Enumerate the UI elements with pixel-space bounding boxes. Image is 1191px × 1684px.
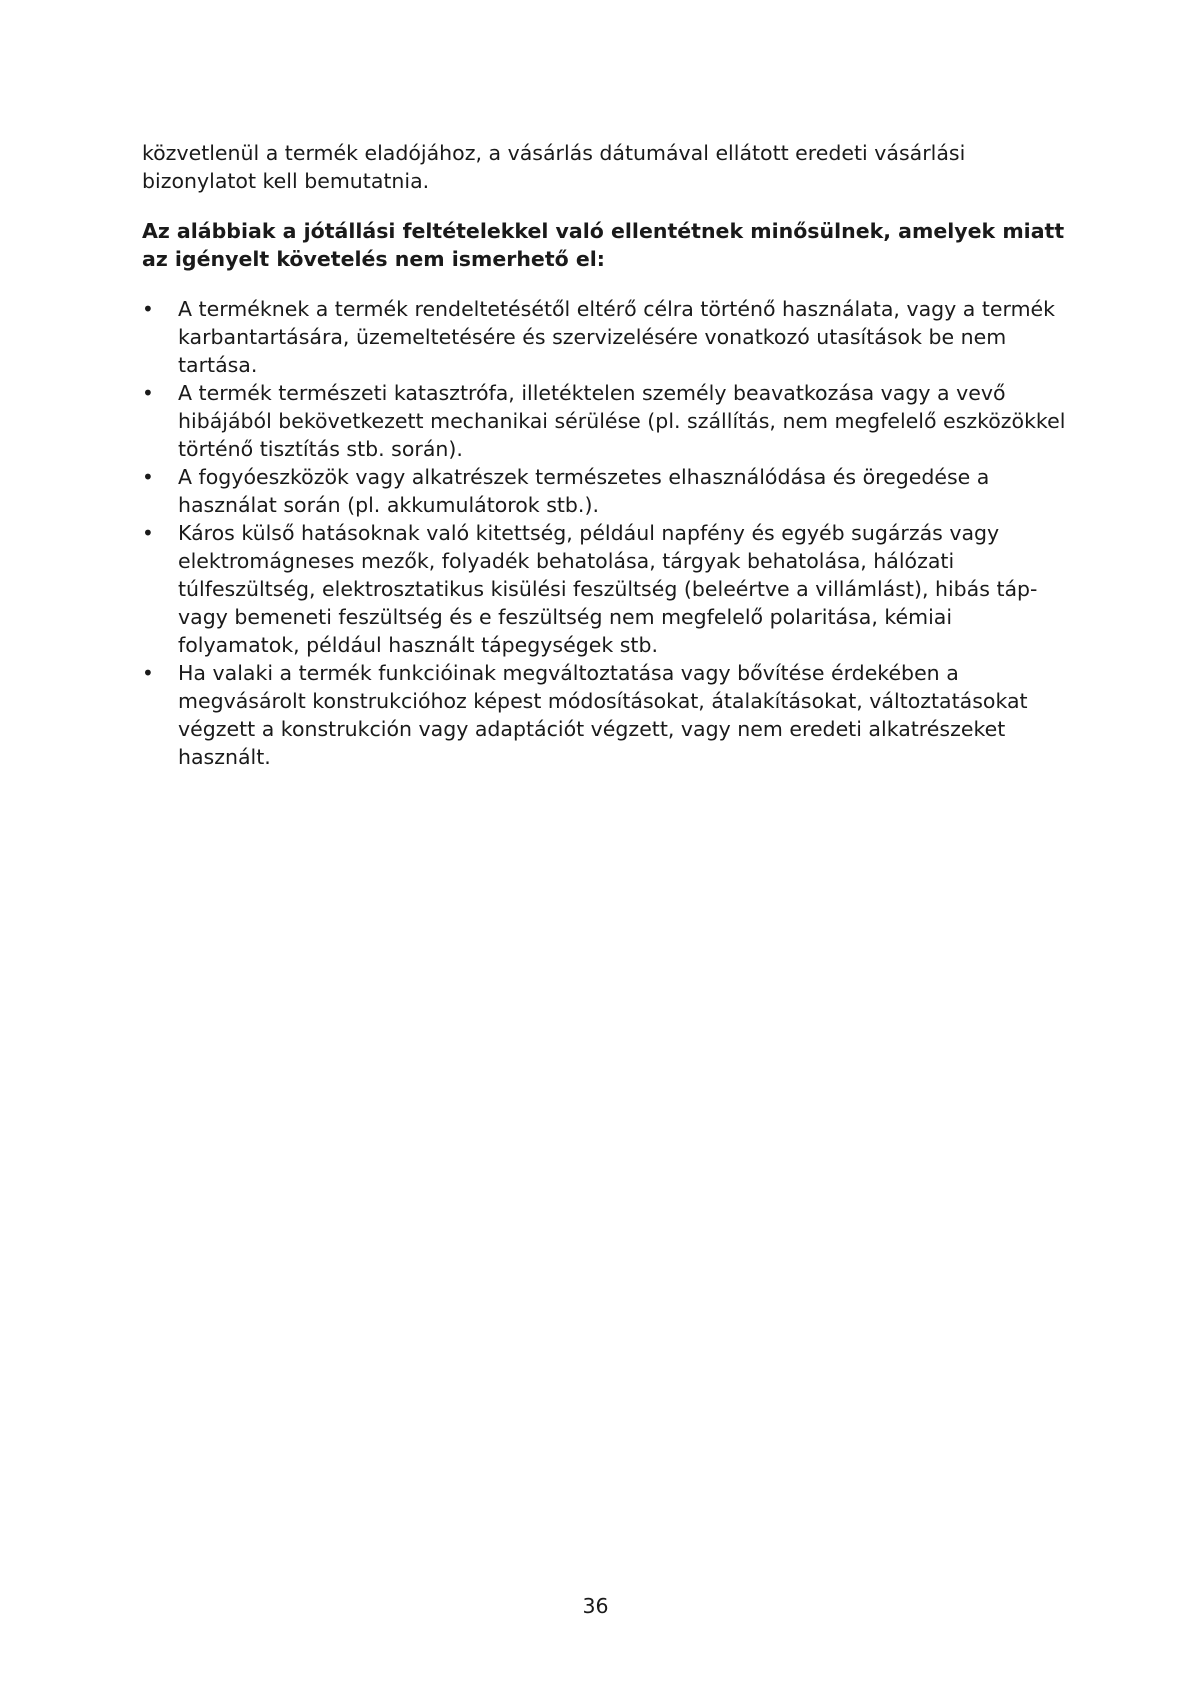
list-item-line: történő tisztítás stb. során). <box>178 437 463 461</box>
document-page <box>142 139 1066 771</box>
intro-paragraph <box>142 139 1062 195</box>
list-item <box>142 519 1062 659</box>
intro-line: bizonylatot kell bemutatnia. <box>142 169 430 193</box>
list-item-line: elektromágneses mezők, folyadék behatolása, tárgyak behatolása, hálózati <box>178 549 955 573</box>
list-item-line: használat során (pl. akkumulátorok stb.). <box>178 493 599 517</box>
list-item-line: folyamatok, például használt tápegységek stb. <box>178 633 658 657</box>
heading-line: Az alábbiak a jótállási feltételekkel való ellentétnek minősülnek, amelyek miatt <box>142 219 1065 243</box>
list-item-line: Ha valaki a termék funkcióinak megváltoztatása vagy bővítése érdekében a <box>178 661 959 685</box>
list-item-line: használt. <box>178 745 271 769</box>
heading-line: az igényelt követelés nem ismerhető el: <box>142 247 605 271</box>
exclusions-heading <box>142 217 1065 273</box>
list-item-line: túlfeszültség, elektrosztatikus kisülési feszültség (beleértve a villámlást), hibás táp- <box>178 577 1038 601</box>
list-item-line: A fogyóeszközök vagy alkatrészek természetes elhasználódása és öregedése a <box>178 465 990 489</box>
exclusions-list <box>142 295 1066 771</box>
bullet-icon: • <box>142 521 154 545</box>
list-item-line: karbantartására, üzemeltetésére és szervizelésére vonatkozó utasítások be nem <box>178 325 1007 349</box>
list-item-line: tartása. <box>178 353 258 377</box>
list-item-line: A terméknek a termék rendeltetésétől eltérő célra történő használata, vagy a termék <box>178 297 1056 321</box>
list-item <box>142 659 1062 771</box>
list-item-line: Káros külső hatásoknak való kitettség, például napfény és egyéb sugárzás vagy <box>178 521 1000 545</box>
bullet-icon: • <box>142 381 154 405</box>
list-item <box>142 379 1066 463</box>
list-item-line: vagy bemeneti feszültség és e feszültség nem megfelelő polaritása, kémiai <box>178 605 953 629</box>
list-item-line: A termék természeti katasztrófa, illetéktelen személy beavatkozása vagy a vevő <box>178 381 1006 405</box>
list-item <box>142 295 1062 379</box>
bullet-icon: • <box>142 465 154 489</box>
bullet-icon: • <box>142 661 154 685</box>
list-item-line: hibájából bekövetkezett mechanikai sérülése (pl. szállítás, nem megfelelő eszközökkel <box>178 409 1066 433</box>
list-item-line: végzett a konstrukción vagy adaptációt végzett, vagy nem eredeti alkatrészeket <box>178 717 1006 741</box>
bullet-icon: • <box>142 297 154 321</box>
list-item-line: megvásárolt konstrukcióhoz képest módosításokat, átalakításokat, változtatásokat <box>178 689 1028 713</box>
list-item <box>142 463 1062 519</box>
page-number: 36 <box>582 1594 609 1618</box>
intro-line: közvetlenül a termék eladójához, a vásárlás dátumával ellátott eredeti vásárlási <box>142 141 966 165</box>
